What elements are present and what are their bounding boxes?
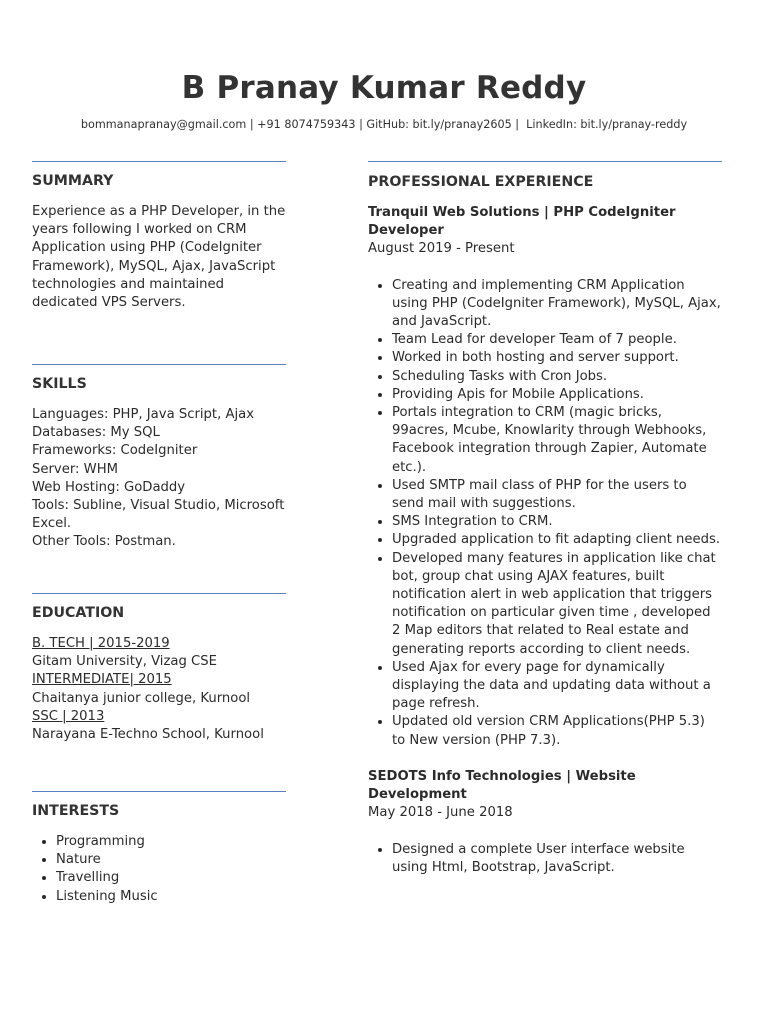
job-entry [368, 204, 722, 750]
education-title: INTERMEDIATE| 2015 [32, 672, 172, 688]
education-heading: EDUCATION [32, 605, 125, 621]
skill-line: Web Hosting: GoDaddy [32, 479, 186, 495]
skills-list [32, 406, 286, 552]
job-bullet: • Team Lead for developer Team of 7 people. [392, 331, 722, 349]
education-place: Gitam University, Vizag CSE [32, 654, 217, 670]
job-entry [368, 768, 722, 877]
skill-line: Tools: Subline, Visual Studio, Microsoft Excel. [32, 498, 285, 532]
section-divider [368, 161, 722, 162]
interests-section [32, 791, 286, 906]
skills-section [32, 364, 286, 552]
job-bullet: • Developed many features in application like chat bot, group chat using AJAX features, built notification alert in web application that triggers notification on particular given time , developed 2 Map editors that related to Real estate and generating reports according to client needs. [392, 550, 722, 659]
job-title: SEDOTS Info Technologies | Website Development [368, 768, 636, 803]
education-title: SSC | 2013 [32, 708, 105, 724]
job-bullet: • Designed a complete User interface website using Html, Bootstrap, JavaScript. [392, 841, 722, 877]
job-bullet: • Used Ajax for every page for dynamically displaying the data and updating data without a page refresh. [392, 659, 722, 714]
education-title: B. TECH | 2015-2019 [32, 636, 170, 651]
skill-line: Databases: My SQL [32, 425, 160, 441]
section-divider [32, 161, 286, 162]
summary-heading: SUMMARY [32, 173, 114, 189]
interest-item: • Listening Music [56, 888, 286, 906]
interests-heading: INTERESTS [32, 803, 120, 819]
job-bullets [368, 841, 722, 877]
interest-item: • Travelling [56, 869, 286, 887]
job-bullet: • Creating and implementing CRM Application using PHP (CodeIgniter Framework), MySQL, Ajax, and JavaScript. [392, 277, 722, 332]
education-place: Narayana E-Techno School, Kurnool [32, 727, 264, 743]
job-bullet: • Worked in both hosting and server support. [392, 349, 722, 367]
job-bullet: • Portals integration to CRM (magic bricks, 99acres, Mcube, Knowlarity through Webhooks, Facebook integration through Zapier, Automate etc.). [392, 404, 722, 477]
summary-section [32, 161, 286, 312]
education-section [32, 593, 286, 744]
skill-line: Languages: PHP, Java Script, Ajax [32, 407, 255, 422]
job-dates: August 2019 - Present [368, 241, 515, 257]
education-place: Chaitanya junior college, Kurnool [32, 690, 251, 706]
skill-line: Frameworks: CodeIgniter [32, 443, 198, 459]
job-dates: May 2018 - June 2018 [368, 805, 513, 821]
experience-section [368, 161, 722, 877]
contact-line: bommanapranay@gmail.com | +91 8074759343 | GitHub: bit.ly/pranay2605 | LinkedIn: bit.ly/pranay-reddy [80, 118, 688, 131]
skills-heading: SKILLS [32, 376, 87, 392]
job-bullet: • Upgraded application to fit adapting client needs. [392, 531, 722, 549]
job-bullet: • Providing Apis for Mobile Applications. [392, 386, 722, 404]
interest-item: • Programming [56, 833, 286, 851]
section-divider [32, 364, 286, 365]
resume-name: B Pranay Kumar Reddy [181, 70, 587, 106]
section-divider [32, 791, 286, 792]
job-bullet: • Scheduling Tasks with Cron Jobs. [392, 368, 722, 386]
job-bullet: • SMS Integration to CRM. [392, 513, 722, 531]
job-bullet: • Used SMTP mail class of PHP for the users to send mail with suggestions. [392, 477, 722, 513]
section-divider [32, 593, 286, 594]
education-list [32, 635, 286, 744]
experience-heading: PROFESSIONAL EXPERIENCE [368, 174, 594, 190]
job-bullets [368, 277, 722, 750]
job-title: Tranquil Web Solutions | PHP CodeIgniter Developer [368, 205, 676, 239]
skill-line: Other Tools: Postman. [32, 534, 176, 550]
summary-text: Experience as a PHP Developer, in the years following I worked on CRM Application using PHP (CodeIgniter Framework), MySQL, Ajax, JavaScript technologies and maintained dedicated VPS Servers. [32, 204, 286, 311]
interests-list [32, 833, 286, 906]
interest-item: • Nature [56, 851, 286, 869]
skill-line: Server: WHM [32, 461, 118, 477]
job-bullet: • Updated old version CRM Applications(PHP 5.3) to New version (PHP 7.3). [392, 713, 722, 749]
